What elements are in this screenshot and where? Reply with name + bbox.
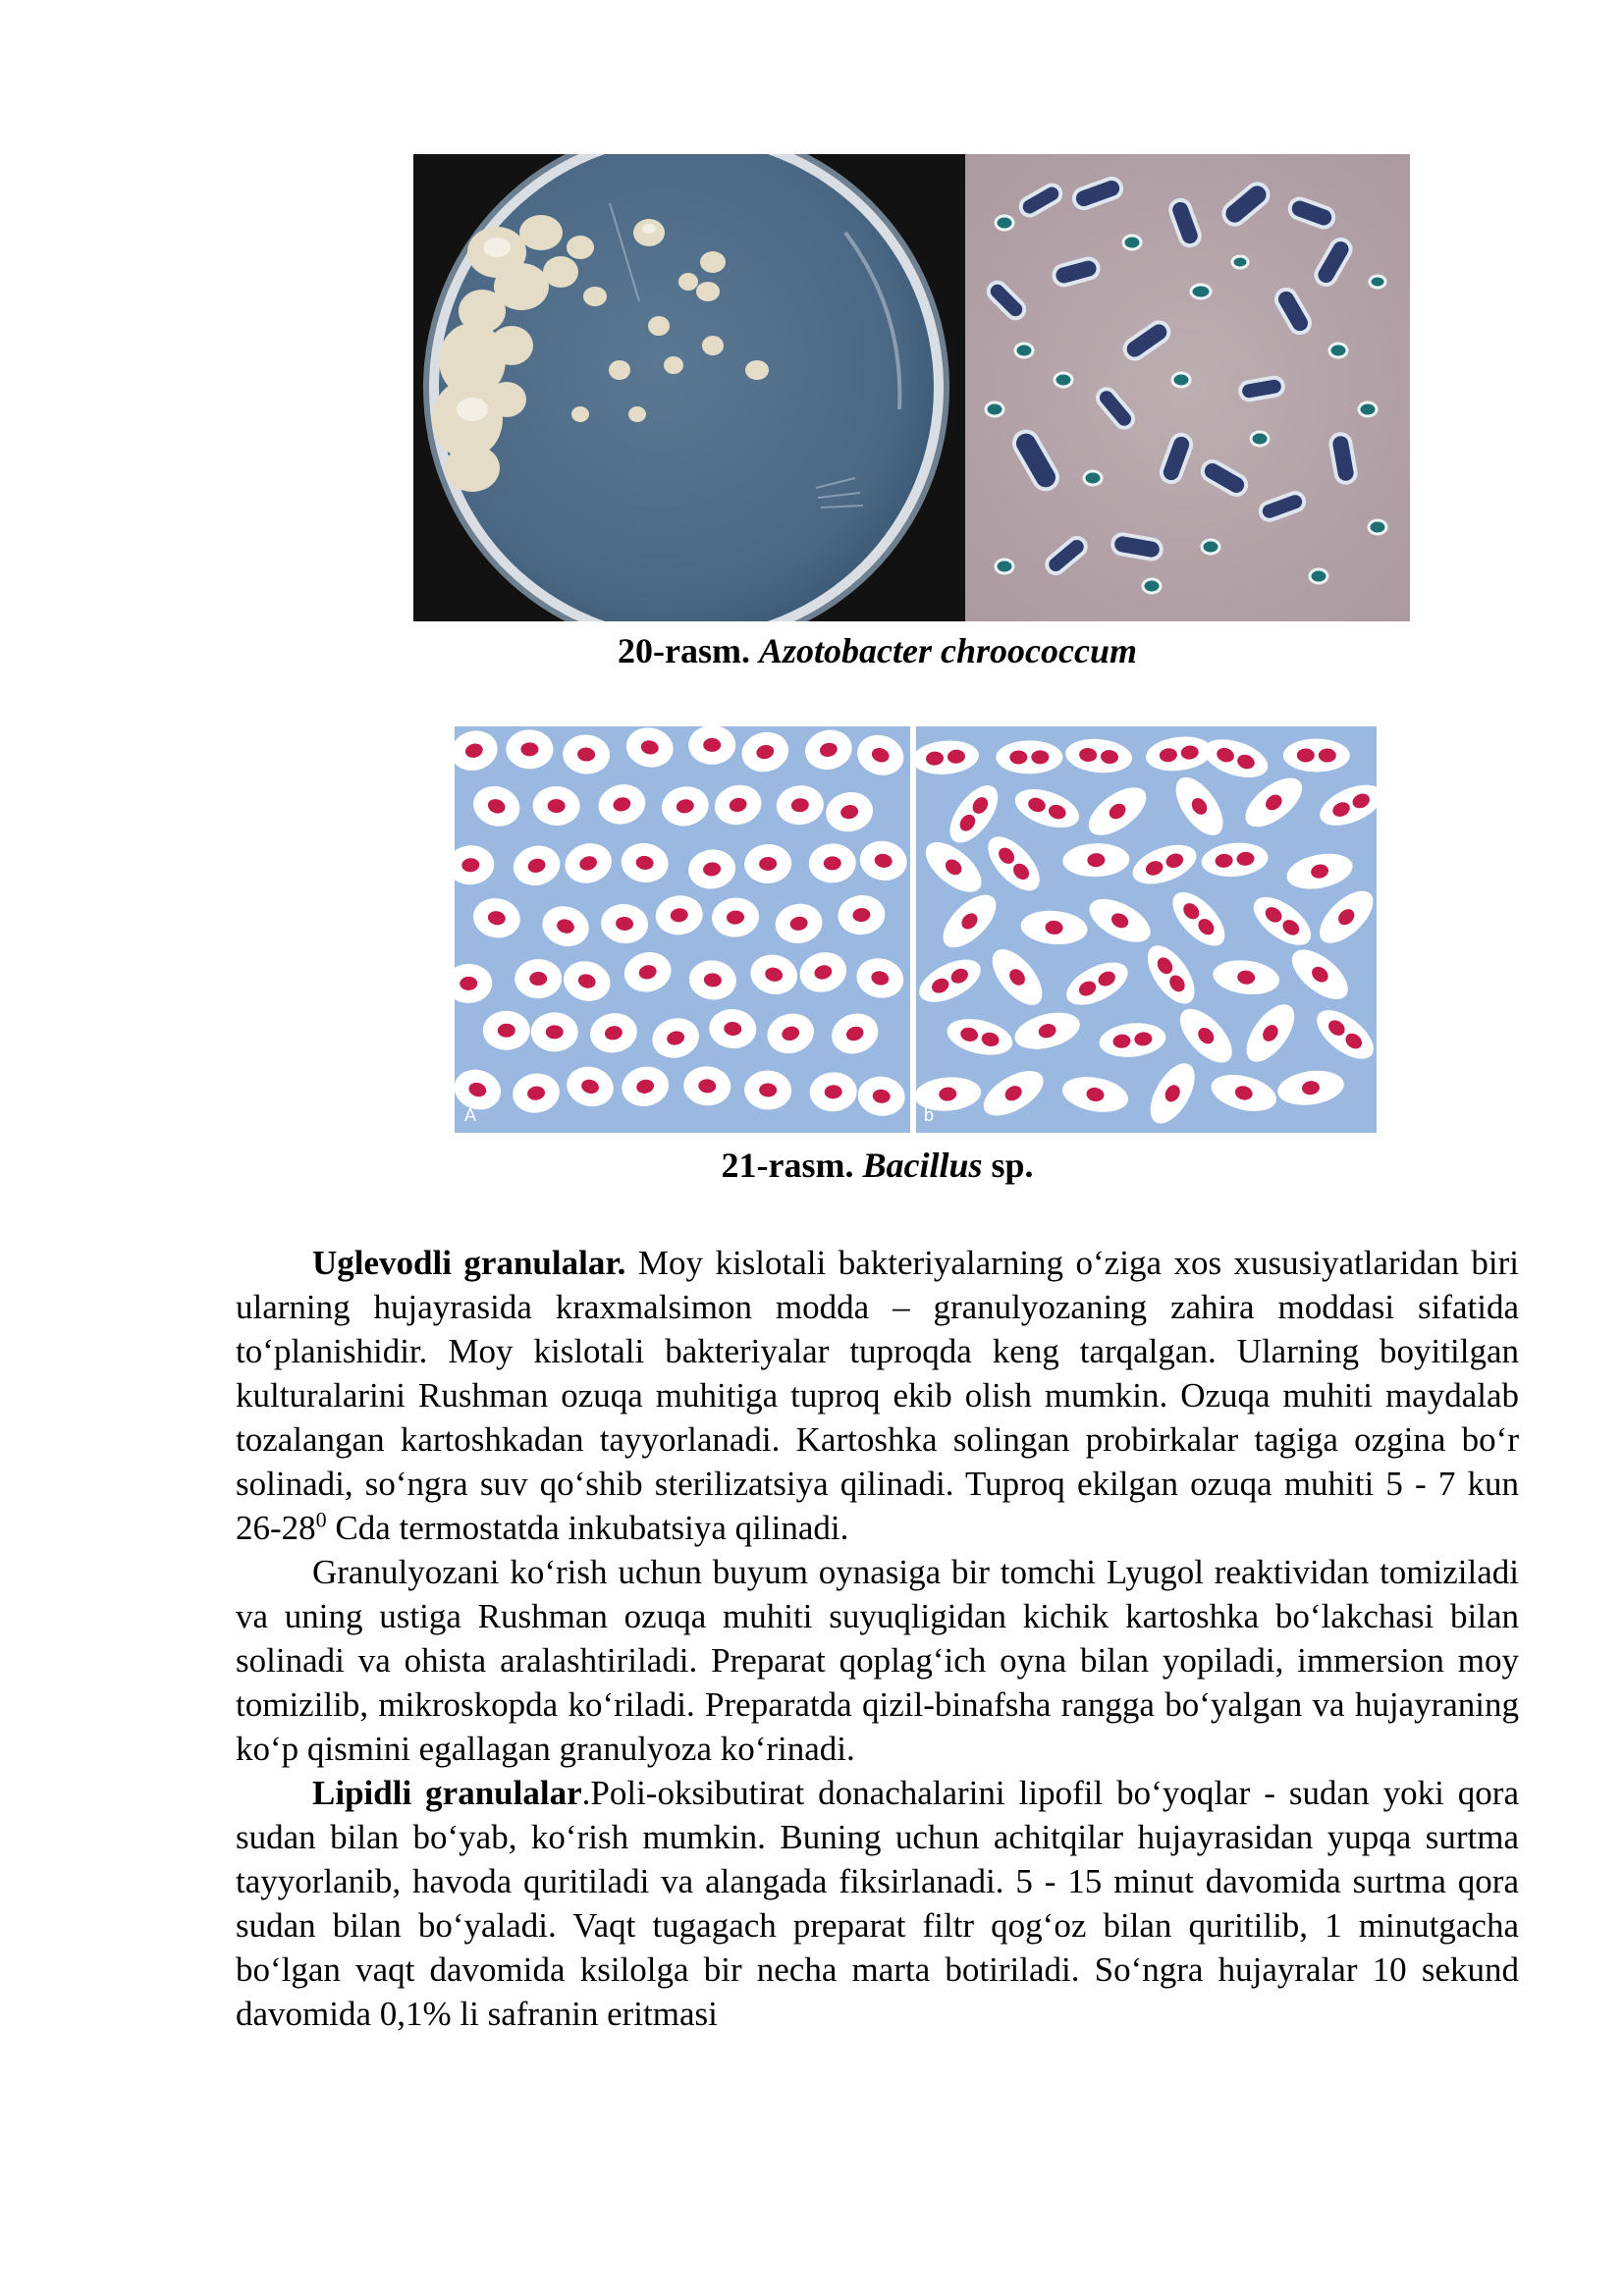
figure-20-image bbox=[413, 154, 1410, 621]
figure-21-number: 21-rasm. bbox=[721, 1146, 854, 1185]
panel-b-label: b bbox=[924, 1105, 935, 1125]
paragraph-carbohydrate-granules bbox=[236, 1241, 1519, 1550]
figure-21-caption bbox=[236, 1145, 1519, 1186]
paragraph-1-tail: Cda termostatda inkubatsiya qilinadi. bbox=[326, 1509, 849, 1547]
body-text bbox=[236, 1241, 1519, 2036]
phase-contrast-micrograph bbox=[965, 154, 1410, 621]
petri-dish-photo bbox=[413, 154, 965, 621]
paragraph-1-heading: Uglevodli granulalar. bbox=[312, 1244, 626, 1282]
figure-20-species: Azotobacter chroococcum bbox=[759, 631, 1137, 670]
paragraph-1-body: Moy kislotali bakteriyalarning o‘ziga xos xususiyatlaridan biri ularning hujayrasida kraxmalsimon modda – granulyozaning zahira moddasi sifatida to‘planishidir. Moy kislotali bakteriyalar tuproqda keng tarqalgan. Ularning boyitilgan kulturalarini Rushman ozuqa muhitiga tuproq ekib olish mumkin. Ozuqa muhiti maydalab tozalangan kartoshkadan tayyorlanadi. Kartoshka solingan probirkalar tagiga ozgina bo‘r solinadi, so‘ngra suv qo‘shib sterilizatsiya qilinadi. Tuproq ekilgan ozuqa muhiti 5 - 7 kun 26-28 bbox=[236, 1244, 1519, 1547]
paragraph-3-heading: Lipidli granulalar bbox=[312, 1774, 582, 1812]
figure-20-number: 20-rasm. bbox=[618, 631, 750, 670]
paragraph-granulose-observation: Granulyozani ko‘rish uchun buyum oynasiga bir tomchi Lyugol reaktividan tomiziladi va uning ustiga Rushman ozuqa muhiti suyuqligidan kichik kartoshka bo‘lakchasi bilan solinadi va ohista aralashtiriladi. Preparat qoplag‘ich oyna bilan yopiladi, immersion moy tomizilib, mikroskopda ko‘riladi. Preparatda qizil-binafsha rangga bo‘yalgan va hujayraning ko‘p qismini egallagan granulyoza ko‘rinadi. bbox=[236, 1553, 1519, 1768]
figure-21-genus: Bacillus bbox=[862, 1146, 983, 1185]
figure-21-image bbox=[455, 726, 1377, 1133]
figure-21-suffix: sp. bbox=[991, 1146, 1034, 1185]
paragraph-3-body: .Poli-oksibutirat donachalarini lipofil bo‘yoqlar - sudan yoki qora sudan bilan bo‘yab, ko‘rish mumkin. Buning uchun achitqilar hujayrasidan yupqa surtma tayyorlanib, havoda quritiladi va alangada fiksirlanadi. 5 - 15 minut davomida surtma qora sudan bilan bo‘yaladi. Vaqt tugagach preparat filtr qog‘oz bilan quritilib, 1 minutgacha bo‘lgan vaqt davomida ksilolga bir necha marta botiriladi. So‘ngra hujayralar 10 sekund davomida 0,1% li safranin eritmasi bbox=[236, 1774, 1519, 2033]
degree-superscript: 0 bbox=[315, 1507, 327, 1532]
paragraph-lipid-granules bbox=[236, 1771, 1519, 2036]
figure-20-caption bbox=[236, 630, 1519, 671]
panel-a-label: A bbox=[464, 1105, 477, 1125]
